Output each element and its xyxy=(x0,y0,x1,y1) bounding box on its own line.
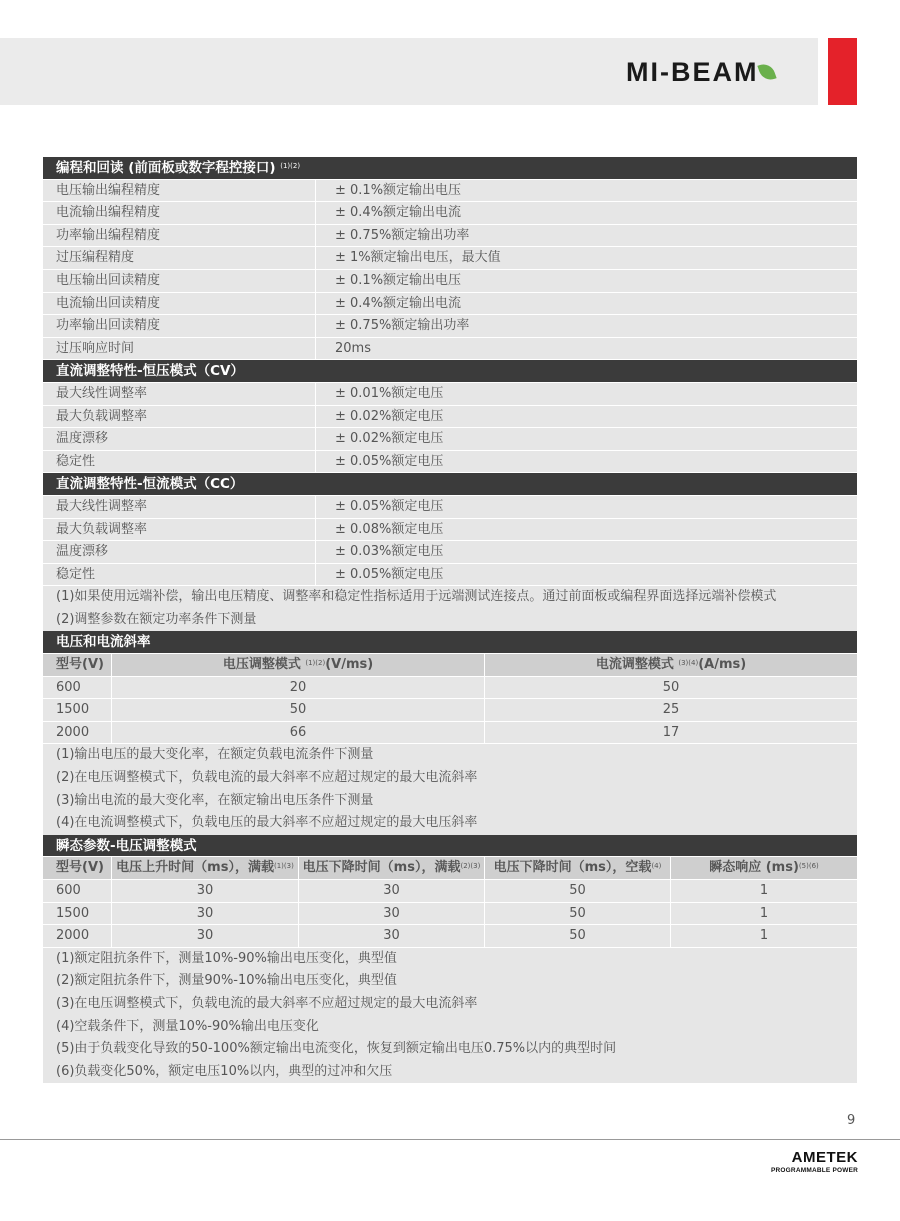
spec-row xyxy=(43,541,857,564)
table-row xyxy=(43,925,857,948)
mibeam-logo xyxy=(626,56,774,88)
value-cell: 25 xyxy=(484,699,857,721)
col-header-voltage-mode xyxy=(111,654,484,676)
spec-sheet xyxy=(43,157,857,1083)
spec-value: ± 1%额定输出电压，最大值 xyxy=(315,247,857,269)
spec-row xyxy=(43,202,857,225)
spec-row xyxy=(43,180,857,203)
header-text: 电压下降时间（ms），空载 xyxy=(493,860,652,876)
programming-rows xyxy=(43,180,857,361)
transient-notes xyxy=(43,948,857,1084)
spec-label: 过压响应时间 xyxy=(56,340,135,356)
footnote: (2)额定阻抗条件下，测量90%-10%输出电压变化，典型值 xyxy=(43,970,857,993)
col-header-transient-response xyxy=(670,857,857,879)
footnote-ref: (5)(6) xyxy=(798,862,819,871)
spec-value: ± 0.01%额定电压 xyxy=(315,383,857,405)
spec-label: 电流输出编程精度 xyxy=(56,205,161,221)
footnote: (6)负载变化50%，额定电压10%以内，典型的过冲和欠压 xyxy=(43,1061,857,1084)
spec-row xyxy=(43,496,857,519)
header-red-tab xyxy=(828,38,857,105)
spec-value: ± 0.75%额定输出功率 xyxy=(315,225,857,247)
value-cell: 30 xyxy=(298,903,484,925)
cv-rows xyxy=(43,383,857,473)
value-cell: 50 xyxy=(111,699,484,721)
header-unit: (V/ms) xyxy=(325,657,374,673)
footnote-ref: (3)(4) xyxy=(678,659,699,668)
spec-label: 最大负载调整率 xyxy=(56,521,148,537)
header-text: 型号(V) xyxy=(56,860,104,876)
spec-label: 功率输出回读精度 xyxy=(56,318,161,334)
spec-value: ± 0.75%额定输出功率 xyxy=(315,315,857,337)
spec-value: ± 0.05%额定电压 xyxy=(315,451,857,473)
footnote: (2)调整参数在额定功率条件下测量 xyxy=(43,609,857,632)
ametek-logo xyxy=(770,1150,858,1175)
header-text: 电压上升时间（ms），满载 xyxy=(116,860,274,876)
spec-row xyxy=(43,428,857,451)
footnote: (2)在电压调整模式下，负载电流的最大斜率不应超过规定的最大电流斜率 xyxy=(43,767,857,790)
value-cell: 30 xyxy=(298,925,484,947)
cc-notes xyxy=(43,586,857,631)
section-header-cc: 直流调整特性-恒流模式（CC） xyxy=(43,473,857,496)
col-header-model xyxy=(43,654,111,676)
company-tagline: PROGRAMMABLE POWER xyxy=(770,1167,858,1174)
table-row xyxy=(43,677,857,700)
spec-value: ± 0.4%额定输出电流 xyxy=(315,293,857,315)
footnote-ref: (4) xyxy=(651,862,662,871)
footnote: (4)空载条件下，测量10%-90%输出电压变化 xyxy=(43,1016,857,1039)
header-text: 电压调整模式 xyxy=(222,657,306,673)
spec-row xyxy=(43,270,857,293)
slew-notes xyxy=(43,744,857,834)
value-cell: 30 xyxy=(111,903,298,925)
footnote: (1)输出电压的最大变化率，在额定负载电流条件下测量 xyxy=(43,744,857,767)
value-cell: 50 xyxy=(484,880,670,902)
footnote-ref: (1)(3) xyxy=(273,862,294,871)
footnote-ref: (1)(2) xyxy=(280,162,301,170)
model-cell: 1500 xyxy=(56,905,90,921)
spec-label: 过压编程精度 xyxy=(56,250,135,266)
footnote: (4)在电流调整模式下，负载电压的最大斜率不应超过规定的最大电压斜率 xyxy=(43,812,857,835)
model-cell: 2000 xyxy=(56,724,90,740)
slew-table-header xyxy=(43,654,857,677)
spec-label: 最大线性调整率 xyxy=(56,498,148,514)
footnote: (3)输出电流的最大变化率，在额定输出电压条件下测量 xyxy=(43,790,857,813)
value-cell: 1 xyxy=(670,903,857,925)
value-cell: 30 xyxy=(111,925,298,947)
col-header-rise-full xyxy=(111,857,298,879)
logo-text: MI-BEAM xyxy=(626,56,759,87)
spec-value: ± 0.4%额定输出电流 xyxy=(315,202,857,224)
spec-value: ± 0.1%额定输出电压 xyxy=(315,180,857,202)
model-cell: 1500 xyxy=(56,702,90,718)
spec-row xyxy=(43,406,857,429)
spec-value: ± 0.02%额定电压 xyxy=(315,406,857,428)
company-name: AMETEK xyxy=(791,1149,858,1166)
value-cell: 20 xyxy=(111,677,484,699)
value-cell: 30 xyxy=(298,880,484,902)
slew-rows xyxy=(43,677,857,745)
header-text: 瞬态响应 (ms) xyxy=(709,860,799,876)
spec-value: ± 0.08%额定电压 xyxy=(315,519,857,541)
spec-row xyxy=(43,247,857,270)
footer-divider xyxy=(0,1139,900,1140)
value-cell: 66 xyxy=(111,722,484,744)
spec-value: ± 0.1%额定输出电压 xyxy=(315,270,857,292)
table-row xyxy=(43,699,857,722)
spec-row xyxy=(43,225,857,248)
section-title: 编程和回读 (前面板或数字程控接口) xyxy=(56,160,276,176)
value-cell: 17 xyxy=(484,722,857,744)
spec-label: 最大负载调整率 xyxy=(56,408,148,424)
table-row xyxy=(43,722,857,745)
footnote-ref: (1)(2) xyxy=(305,659,326,668)
value-cell: 30 xyxy=(111,880,298,902)
footnote: (1)额定阻抗条件下，测量10%-90%输出电压变化，典型值 xyxy=(43,948,857,971)
spec-label: 温度漂移 xyxy=(56,544,109,560)
spec-label: 电压输出编程精度 xyxy=(56,182,161,198)
value-cell: 50 xyxy=(484,903,670,925)
value-cell: 1 xyxy=(670,880,857,902)
spec-label: 功率输出编程精度 xyxy=(56,227,161,243)
table-row xyxy=(43,880,857,903)
spec-row xyxy=(43,451,857,474)
spec-row xyxy=(43,564,857,587)
spec-row xyxy=(43,315,857,338)
spec-label: 最大线性调整率 xyxy=(56,385,148,401)
col-header-fall-noload xyxy=(484,857,670,879)
col-header-current-mode xyxy=(484,654,857,676)
transient-rows xyxy=(43,880,857,948)
section-header-programming xyxy=(43,157,857,180)
value-cell: 50 xyxy=(484,677,857,699)
header-text: 电压下降时间（ms），满载 xyxy=(302,860,461,876)
footnote-ref: (2)(3) xyxy=(460,862,481,871)
header-unit: (A/ms) xyxy=(698,657,747,673)
value-cell: 1 xyxy=(670,925,857,947)
spec-label: 稳定性 xyxy=(56,453,96,469)
footnote: (3)在电压调整模式下，负载电流的最大斜率不应超过规定的最大电流斜率 xyxy=(43,993,857,1016)
spec-row xyxy=(43,383,857,406)
header-text: 电流调整模式 xyxy=(595,657,679,673)
section-header-slew: 电压和电流斜率 xyxy=(43,631,857,654)
col-header-fall-full xyxy=(298,857,484,879)
transient-table-header xyxy=(43,857,857,880)
model-cell: 2000 xyxy=(56,928,90,944)
model-cell: 600 xyxy=(56,679,81,695)
footnote: (5)由于负载变化导致的50-100%额定输出电流变化，恢复到额定输出电压0.75%以内的典型时间 xyxy=(43,1038,857,1061)
page-number: 9 xyxy=(847,1113,856,1128)
section-header-cv: 直流调整特性-恒压模式（CV） xyxy=(43,360,857,383)
spec-label: 电压输出回读精度 xyxy=(56,272,161,288)
spec-value: ± 0.03%额定电压 xyxy=(315,541,857,563)
cc-rows xyxy=(43,496,857,586)
table-row xyxy=(43,903,857,926)
footnote: (1)如果使用远端补偿，输出电压精度、调整率和稳定性指标适用于远端测试连接点。通过前面板或编程界面选择远端补偿模式 xyxy=(43,586,857,609)
spec-row xyxy=(43,519,857,542)
spec-row xyxy=(43,338,857,361)
spec-value: 20ms xyxy=(315,338,857,360)
spec-value: ± 0.05%额定电压 xyxy=(315,496,857,518)
spec-value: ± 0.02%额定电压 xyxy=(315,428,857,450)
value-cell: 50 xyxy=(484,925,670,947)
spec-label: 稳定性 xyxy=(56,566,96,582)
spec-value: ± 0.05%额定电压 xyxy=(315,564,857,586)
section-header-transient: 瞬态参数-电压调整模式 xyxy=(43,835,857,858)
model-cell: 600 xyxy=(56,883,81,898)
spec-row xyxy=(43,293,857,316)
col-header-model xyxy=(43,857,111,879)
leaf-icon xyxy=(758,61,777,83)
header-text: 型号(V) xyxy=(56,657,104,673)
spec-label: 电流输出回读精度 xyxy=(56,295,161,311)
spec-label: 温度漂移 xyxy=(56,431,109,447)
